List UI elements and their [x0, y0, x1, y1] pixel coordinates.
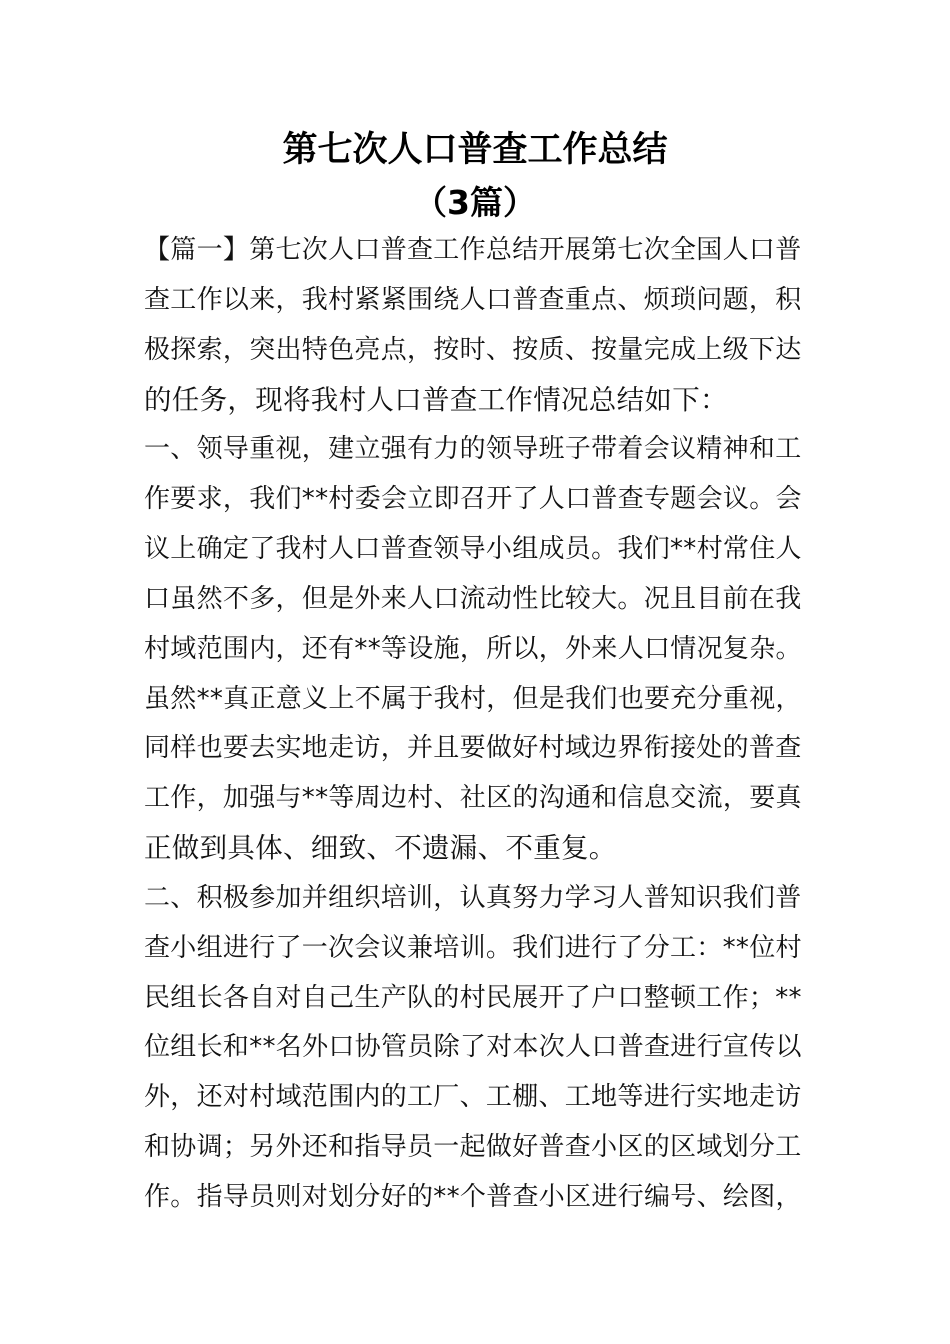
body-line-19: 和协调；另外还和指导员一起做好普查小区的区域划分工	[144, 1132, 802, 1162]
body-line-4: 的任务，现将我村人口普查工作情况总结如下：	[144, 384, 728, 416]
document-subtitle: （3篇）	[414, 183, 536, 222]
body-line-8: 口虽然不多，但是外来人口流动性比较大。况且目前在我	[144, 584, 802, 614]
body-line-20: 作。指导员则对划分好的**个普查小区进行编号、绘图，	[144, 1182, 802, 1212]
body-line-13: 正做到具体、细致、不遗漏、不重复。	[144, 832, 617, 864]
body-line-18: 外，还对村域范围内的工厂、工棚、工地等进行实地走访	[144, 1082, 802, 1112]
body-line-2: 查工作以来，我村紧紧围绕人口普查重点、烦琐问题，积	[144, 285, 802, 315]
body-line-1: 【篇一】第七次人口普查工作总结开展第七次全国人口普	[144, 235, 802, 265]
body-line-3: 极探索，突出特色亮点，按时、按质、按量完成上级下达	[144, 335, 802, 365]
body-line-15: 查小组进行了一次会议兼培训。我们进行了分工：**位村	[144, 933, 802, 963]
body-line-12: 工作，加强与**等周边村、社区的沟通和信息交流，要真	[144, 783, 802, 813]
body-line-17: 位组长和**名外口协管员除了对本次人口普查进行宣传以	[144, 1032, 802, 1062]
body-line-10: 虽然**真正意义上不属于我村，但是我们也要充分重视，	[144, 684, 802, 714]
body-line-14: 二、积极参加并组织培训，认真努力学习人普知识我们普	[144, 883, 802, 913]
body-line-5: 一、领导重视，建立强有力的领导班子带着会议精神和工	[144, 434, 802, 464]
body-line-16: 民组长各自对自己生产队的村民展开了户口整顿工作；**	[144, 983, 802, 1013]
body-line-11: 同样也要去实地走访，并且要做好村域边界衔接处的普查	[144, 733, 802, 763]
document-title: 第七次人口普查工作总结	[282, 130, 668, 170]
body-line-7: 议上确定了我村人口普查领导小组成员。我们**村常住人	[144, 534, 802, 564]
body-line-6: 作要求，我们**村委会立即召开了人口普查专题会议。会	[144, 484, 802, 514]
body-line-9: 村域范围内，还有**等设施，所以，外来人口情况复杂。	[144, 634, 802, 664]
